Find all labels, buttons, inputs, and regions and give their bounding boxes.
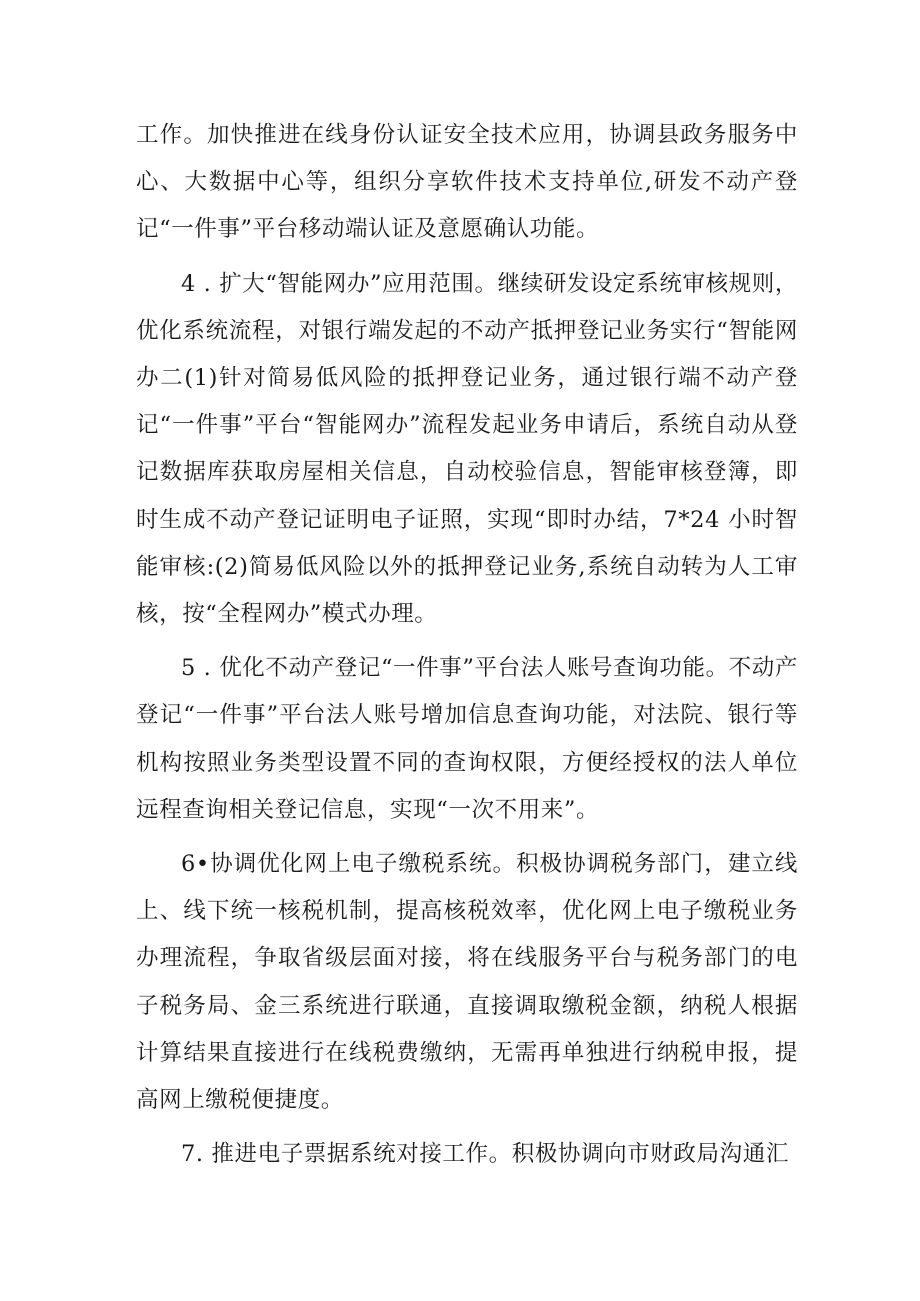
paragraph-continuation: 工作。加快推进在线身份认证安全技术应用，协调县政务服务中心、大数据中心等，组织分享软件技术支持单位,研发不动产登记“一件事”平台移动端认证及意愿确认功能。	[136, 122, 798, 243]
document-body	[136, 112, 798, 1178]
paragraph-item-5: 5 . 优化不动产登记“一件事”平台法人账号查询功能。不动产登记“一件事”平台法人账号增加信息查询功能，对法院、银行等机构按照业务类型设置不同的查询权限，方便经授权的法人单位远程查询相关登记信息，实现“一次不用来”。	[136, 655, 798, 823]
paragraph-item-4: 4 . 扩大“智能网办”应用范围。继续研发设定系统审核规则，优化系统流程，对银行端发起的不动产抵押登记业务实行“智能网办二(1)针对简易低风险的抵押登记业务，通过银行端不动产登记“一件事”平台“智能网办”流程发起业务申请后，系统自动从登记数据库获取房屋相关信息，自动校验信息，智能审核登簿，即时生成不动产登记证明电子证照，实现“即时办结，7*24 小时智能审核:(2)简易低风险以外的抵押登记业务,系统自动转为人工审核，按“全程网办”模式办理。	[136, 270, 798, 628]
paragraph-item-7: 7. 推进电子票据系统对接工作。积极协调向市财政局沟通汇	[181, 1141, 789, 1168]
paragraph-item-6: 6•协调优化网上电子缴税系统。积极协调税务部门，建立线上、线下统一核税机制，提高核税效率，优化网上电子缴税业务办理流程，争取省级层面对接，将在线服务平台与税务部门的电子税务局、金三系统进行联通，直接调取缴税金额，纳税人根据计算结果直接进行在线税费缴纳，无需再单独进行纳税申报，提高网上缴税便捷度。	[136, 851, 798, 1114]
